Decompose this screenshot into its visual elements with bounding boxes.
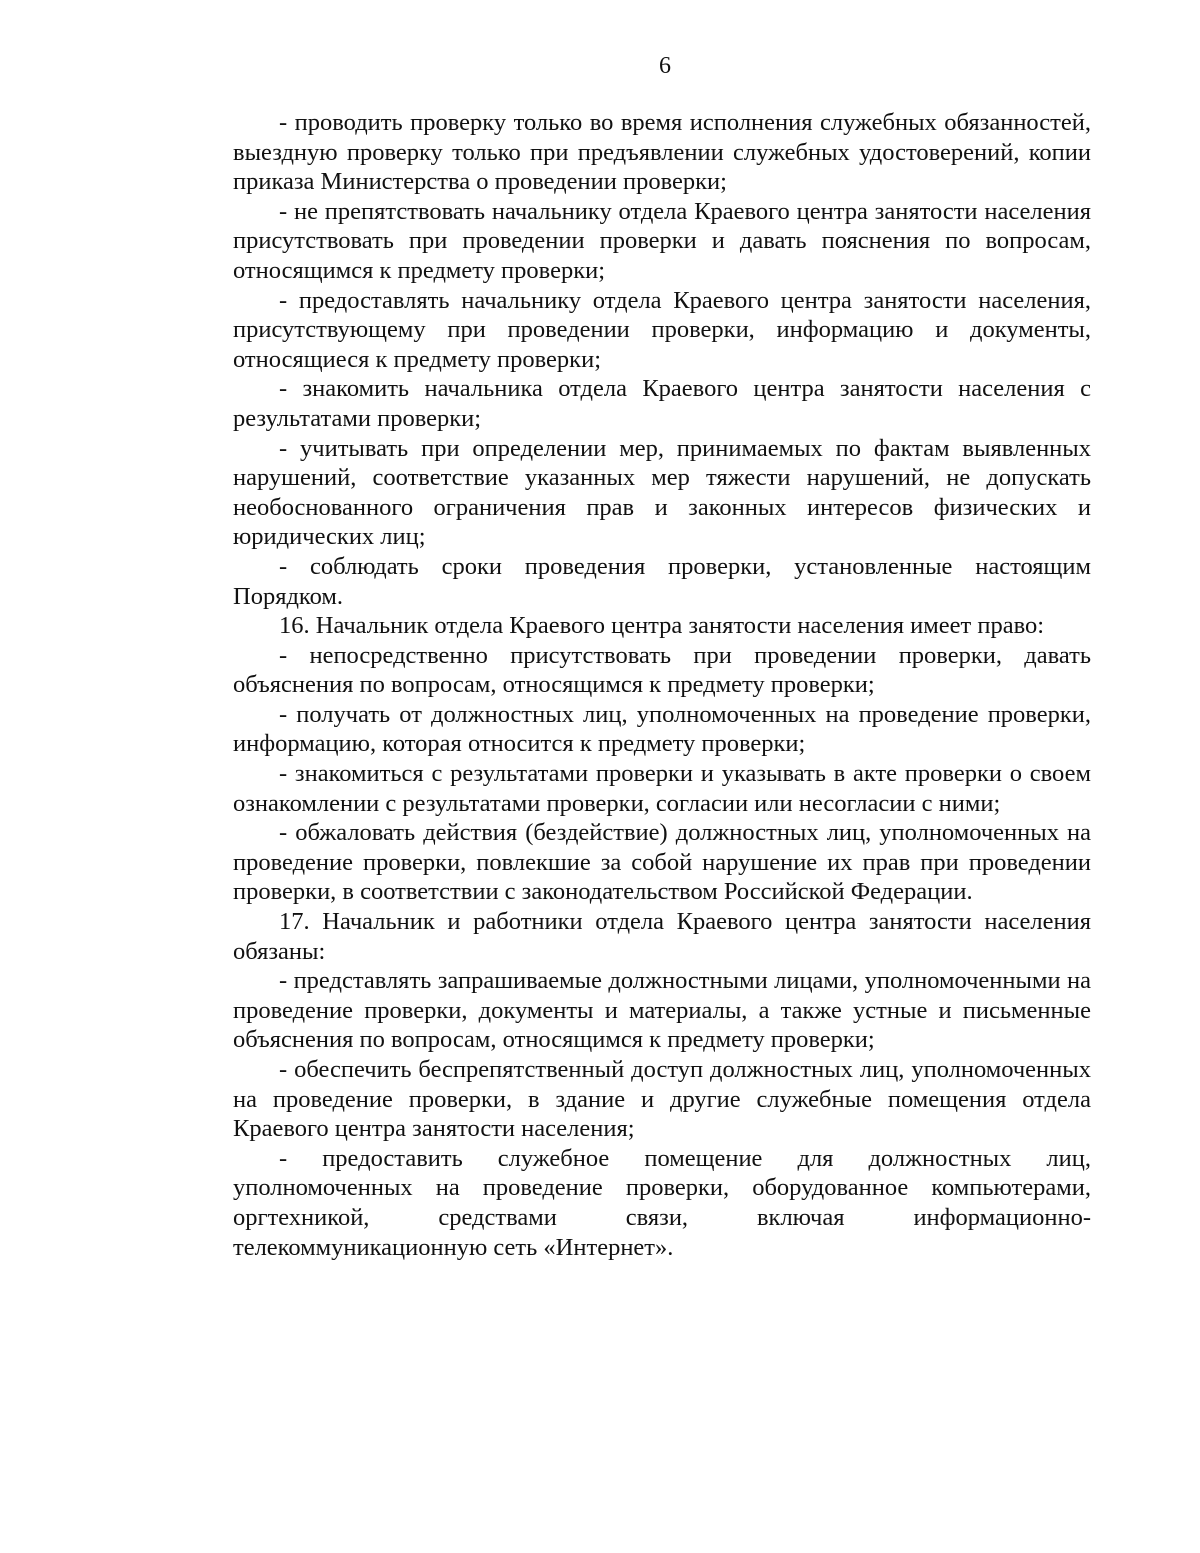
list-item: - знакомиться с результатами проверки и указывать в акте проверки о своем ознакомлении с результатами проверки, согласии или несогласии с ними; bbox=[233, 760, 1091, 817]
list-item: - получать от должностных лиц, уполномоченных на проведение проверки, информацию, которая относится к предмету проверки; bbox=[233, 700, 1091, 758]
list-item: - проводить проверку только во время исполнения служебных обязанностей, выездную проверку только при предъявлении служебных удостоверений, копии приказа Министерства о проведении проверки; bbox=[233, 109, 1091, 196]
list-item: - непосредственно присутствовать при проведении проверки, давать объяснения по вопросам, относящимся к предмету проверки; bbox=[233, 641, 1091, 699]
list-item: - предоставить служебное помещение для должностных лиц, уполномоченных на проведение проверки, оборудованное компьютерами, оргтехникой, средствами связи, включая информационно-телекоммуникационную сеть «Интернет». bbox=[233, 1144, 1091, 1261]
list-item: - предоставлять начальнику отдела Краевого центра занятости населения, присутствующему при проведении проверки, информацию и документы, относящиеся к предмету проверки; bbox=[233, 286, 1091, 373]
list-item: - представлять запрашиваемые должностными лицами, уполномоченными на проведение проверки, документы и материалы, а также устные и письменные объяснения по вопросам, относящимся к предмету проверки; bbox=[233, 967, 1091, 1054]
list-item: - знакомить начальника отдела Краевого центра занятости населения с результатами проверки; bbox=[233, 375, 1091, 432]
section-16-heading: 16. Начальник отдела Краевого центра занятости населения имеет право: bbox=[279, 612, 1045, 640]
list-item: - обжаловать действия (бездействие) должностных лиц, уполномоченных на проведение проверки, повлекшие за собой нарушение их прав при проведении проверки, в соответствии с законодательством Российской Федерации. bbox=[233, 819, 1091, 906]
section-17-heading: 17. Начальник и работники отдела Краевого центра занятости населения обязаны: bbox=[233, 908, 1091, 965]
list-item: - учитывать при определении мер, принимаемых по фактам выявленных нарушений, соответствие указанных мер тяжести нарушений, не допускать необоснованного ограничения прав и законных интересов физических и юридических лиц; bbox=[233, 434, 1091, 551]
list-item: - не препятствовать начальнику отдела Краевого центра занятости населения присутствовать при проведении проверки и давать пояснения по вопросам, относящимся к предмету проверки; bbox=[233, 197, 1091, 284]
list-item: - соблюдать сроки проведения проверки, установленные настоящим Порядком. bbox=[233, 552, 1091, 610]
page-number: 6 bbox=[659, 53, 671, 79]
document-body bbox=[233, 108, 1091, 1262]
list-item: - обеспечить беспрепятственный доступ должностных лиц, уполномоченных на проведение проверки, в здание и другие служебные помещения отдела Краевого центра занятости населения; bbox=[233, 1056, 1091, 1143]
